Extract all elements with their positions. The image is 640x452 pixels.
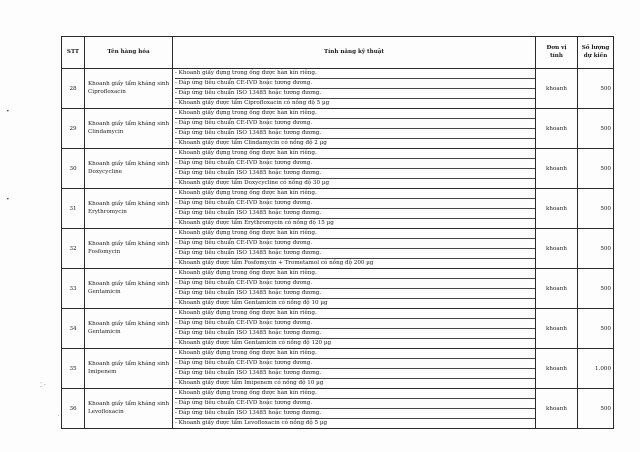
spec-line: - Khoanh giấy được tẩm Imipenem có nồng độ 10 µg: [175, 378, 535, 388]
row-item-name: [85, 229, 173, 269]
table-header-row: [62, 37, 614, 69]
row-spec: [173, 269, 536, 309]
spec-line: - Khoanh giấy đựng trong ống được hàn kín riêng.: [175, 230, 317, 236]
row-item-name-line1: Khoanh giấy tẩm kháng sinh: [88, 120, 170, 127]
row-item-name-line1: Khoanh giấy tẩm kháng sinh: [88, 320, 170, 327]
row-item-name-line2: Fosfomycin: [88, 248, 121, 255]
spec-line: - Đáp ứng tiêu chuẩn CE-IVD hoặc tương đương.: [175, 278, 535, 288]
row-qty: 500: [578, 229, 614, 269]
scan-mark: •: [6, 108, 10, 115]
spec-line: - Khoanh giấy được tẩm Levofloxacin có nồng độ 5 µg: [175, 418, 535, 428]
row-qty: 500: [578, 149, 614, 189]
header-qty: [578, 37, 614, 69]
row-item-name: [85, 309, 173, 349]
row-item-name-line2: Doxycycline: [88, 168, 123, 175]
spec-line: - Khoanh giấy được tẩm Fosfomycin + Trometamol có nồng độ 200 µg: [175, 258, 535, 268]
header-unit: [536, 37, 578, 69]
row-spec: [173, 349, 536, 389]
row-item-name-line1: Khoanh giấy tẩm kháng sinh: [88, 360, 170, 367]
spec-line: - Đáp ứng tiêu chuẩn ISO 13485 hoặc tương đương.: [175, 248, 535, 258]
row-stt: 35: [62, 349, 85, 389]
row-spec: [173, 149, 536, 189]
row-item-name-line1: Khoanh giấy tẩm kháng sinh: [88, 160, 170, 167]
header-qty-line2: dự kiến: [583, 52, 608, 59]
spec-line: - Đáp ứng tiêu chuẩn ISO 13485 hoặc tương đương.: [175, 328, 535, 338]
row-unit: khoanh: [536, 269, 578, 309]
scan-mark: ⸱: [58, 413, 60, 420]
row-stt: 32: [62, 229, 85, 269]
table-row: [62, 229, 614, 269]
row-stt: 36: [62, 389, 85, 429]
row-item-name: [85, 269, 173, 309]
row-stt: 28: [62, 69, 85, 109]
spec-line: - Đáp ứng tiêu chuẩn ISO 13485 hoặc tương đương.: [175, 208, 535, 218]
row-stt: 29: [62, 109, 85, 149]
row-item-name-line2: Gentamicin: [88, 288, 121, 295]
header-spec: Tính năng kỹ thuật: [173, 37, 536, 69]
row-qty: 500: [578, 389, 614, 429]
spec-line: - Khoanh giấy đựng trong ống được hàn kín riêng.: [175, 310, 317, 316]
row-unit: khoanh: [536, 389, 578, 429]
row-unit: khoanh: [536, 69, 578, 109]
spec-line: - Khoanh giấy được tẩm Gentamicin có nồng độ 120 µg: [175, 338, 535, 348]
spec-line: - Đáp ứng tiêu chuẩn CE-IVD hoặc tương đương.: [175, 238, 535, 248]
row-item-name-line2: Erythromycin: [88, 208, 127, 215]
row-item-name-line1: Khoanh giấy tẩm kháng sinh: [88, 240, 170, 247]
spec-line: - Khoanh giấy đựng trong ống được hàn kín riêng.: [175, 350, 317, 356]
spec-line: - Đáp ứng tiêu chuẩn ISO 13485 hoặc tương đương.: [175, 368, 535, 378]
spec-line: - Đáp ứng tiêu chuẩn ISO 13485 hoặc tương đương.: [175, 288, 535, 298]
spec-line: - Đáp ứng tiêu chuẩn ISO 13485 hoặc tương đương.: [175, 128, 535, 138]
row-spec: [173, 389, 536, 429]
row-item-name-line2: Levofloxacin: [88, 408, 124, 415]
table-row: [62, 309, 614, 349]
spec-line: - Khoanh giấy đựng trong ống được hàn kín riêng.: [175, 190, 317, 196]
spec-line: - Đáp ứng tiêu chuẩn CE-IVD hoặc tương đương.: [175, 198, 535, 208]
spec-line: - Đáp ứng tiêu chuẩn CE-IVD hoặc tương đương.: [175, 358, 535, 368]
row-unit: khoanh: [536, 309, 578, 349]
spec-line: - Đáp ứng tiêu chuẩn ISO 13485 hoặc tương đương.: [175, 88, 535, 98]
spec-line: - Khoanh giấy đựng trong ống được hàn kín riêng.: [175, 150, 317, 156]
row-unit: khoanh: [536, 109, 578, 149]
row-item-name: [85, 69, 173, 109]
spec-line: - Khoanh giấy được tẩm Clindamycin có nồng độ 2 µg: [175, 138, 535, 148]
row-qty: 500: [578, 109, 614, 149]
table-row: [62, 389, 614, 429]
spec-line: - Đáp ứng tiêu chuẩn CE-IVD hoặc tương đương.: [175, 158, 535, 168]
spec-line: - Khoanh giấy được tẩm Gentamicin có nồng độ 10 µg: [175, 298, 535, 308]
row-item-name-line1: Khoanh giấy tẩm kháng sinh: [88, 80, 170, 87]
spec-line: - Khoanh giấy được tẩm Ciprofloxacin có nồng độ 5 µg: [175, 98, 535, 108]
row-qty: 500: [578, 189, 614, 229]
table-row: [62, 189, 614, 229]
row-spec: [173, 229, 536, 269]
row-item-name: [85, 109, 173, 149]
row-spec: [173, 109, 536, 149]
row-item-name-line2: Imipenem: [88, 368, 117, 375]
spec-line: - Đáp ứng tiêu chuẩn ISO 13485 hoặc tương đương.: [175, 408, 535, 418]
table-row: [62, 69, 614, 109]
spec-line: - Khoanh giấy đựng trong ống được hàn kín riêng.: [175, 110, 317, 116]
spec-line: - Khoanh giấy được tẩm Doxycycline có nồng độ 30 µg: [175, 178, 535, 188]
row-qty: 1.000: [578, 349, 614, 389]
spec-line: - Đáp ứng tiêu chuẩn CE-IVD hoặc tương đương.: [175, 78, 535, 88]
spec-line: - Đáp ứng tiêu chuẩn CE-IVD hoặc tương đương.: [175, 118, 535, 128]
table-row: [62, 349, 614, 389]
row-unit: khoanh: [536, 229, 578, 269]
row-item-name-line2: Clindamycin: [88, 128, 124, 135]
spec-line: - Khoanh giấy đựng trong ống được hàn kín riêng.: [175, 390, 317, 396]
table-row: [62, 109, 614, 149]
header-stt: STT: [62, 37, 85, 69]
row-stt: 31: [62, 189, 85, 229]
scan-mark: ⁚ ·: [40, 382, 46, 389]
row-item-name-line1: Khoanh giấy tẩm kháng sinh: [88, 280, 170, 287]
spec-line: - Khoanh giấy đựng trong ống được hàn kín riêng.: [175, 270, 317, 276]
header-unit-line2: tính: [550, 52, 563, 59]
specification-table: [61, 36, 614, 429]
row-qty: 500: [578, 69, 614, 109]
spec-line: - Đáp ứng tiêu chuẩn ISO 13485 hoặc tương đương.: [175, 168, 535, 178]
table-row: [62, 149, 614, 189]
row-item-name: [85, 349, 173, 389]
row-item-name-line1: Khoanh giấy tẩm kháng sinh: [88, 400, 170, 407]
table-row: [62, 269, 614, 309]
row-unit: khoanh: [536, 149, 578, 189]
row-item-name-line1: Khoanh giấy tẩm kháng sinh: [88, 200, 170, 207]
row-qty: 500: [578, 309, 614, 349]
header-unit-line1: Đơn vị: [546, 44, 567, 51]
row-stt: 33: [62, 269, 85, 309]
row-spec: [173, 189, 536, 229]
row-item-name: [85, 389, 173, 429]
row-qty: 500: [578, 269, 614, 309]
row-item-name: [85, 149, 173, 189]
row-spec: [173, 69, 536, 109]
row-stt: 30: [62, 149, 85, 189]
header-item-name: Tên hàng hóa: [85, 37, 173, 69]
header-qty-line1: Số lượng: [581, 44, 610, 51]
row-unit: khoanh: [536, 189, 578, 229]
row-item-name: [85, 189, 173, 229]
row-item-name-line2: Ciprofloxacin: [88, 88, 126, 95]
spec-line: - Khoanh giấy được tẩm Erythromycin có nồng độ 15 µg: [175, 218, 535, 228]
spec-line: - Đáp ứng tiêu chuẩn CE-IVD hoặc tương đương.: [175, 318, 535, 328]
row-spec: [173, 309, 536, 349]
row-item-name-line2: Gentamicin: [88, 328, 121, 335]
spec-line: - Đáp ứng tiêu chuẩn CE-IVD hoặc tương đương.: [175, 398, 535, 408]
spec-line: - Khoanh giấy đựng trong ống được hàn kín riêng.: [175, 70, 317, 76]
scan-mark: •: [6, 196, 10, 203]
row-unit: khoanh: [536, 349, 578, 389]
row-stt: 34: [62, 309, 85, 349]
